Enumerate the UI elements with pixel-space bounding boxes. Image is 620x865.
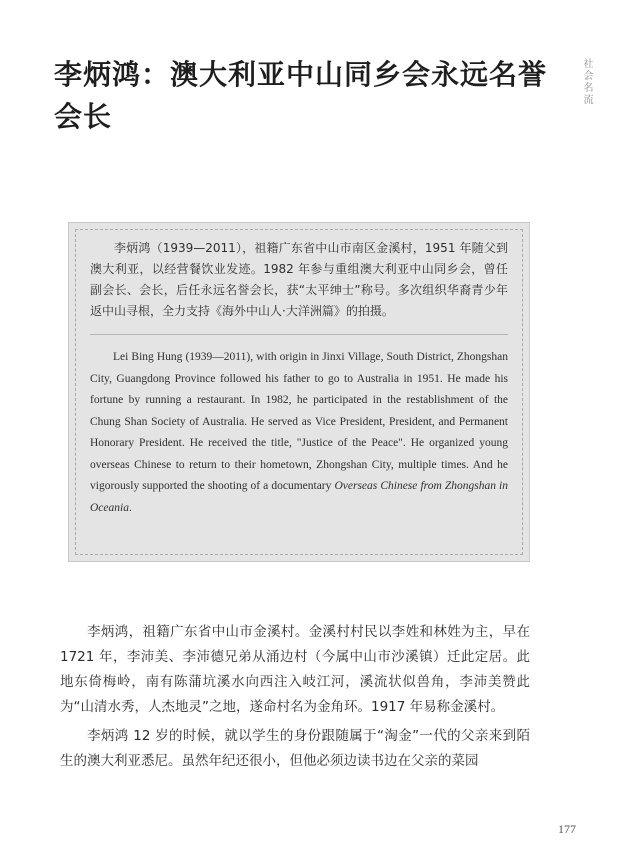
- bio-box: [68, 222, 530, 562]
- documentary-title: Overseas Chinese from Zhongshan in Oceania: [90, 480, 508, 514]
- bio-chinese: 李炳鸿（1939—2011），祖籍广东省中山市南区金溪村，1951 年随父到澳大利亚，以经营餐饮业发迹。1982 年参与重组澳大利亚中山同乡会，曾任副会长、会长，后任永远名誉会长，获“太平绅士”称号。多次组织华裔青少年返中山寻根，全力支持《海外中山人·大洋洲篇》的拍摄。: [90, 241, 508, 318]
- bio-box-inner: [75, 229, 523, 555]
- body-paragraph-1: 李炳鸿，祖籍广东省中山市金溪村。金溪村村民以李姓和林姓为主，早在 1721 年，李沛美、李沛德兄弟从涌边村（今属中山市沙溪镇）迁此定居。此地东倚梅岭，南有陈蒲坑溪水向西注入岐江河，溪流状似兽角，李沛美赞此为“山清水秀，人杰地灵”之地，遂命村名为金角环。1917 年易称金溪村。: [60, 624, 530, 715]
- bio-english-end: .: [128, 501, 132, 514]
- bio-english: [90, 347, 508, 519]
- section-label: 社会名流: [581, 58, 592, 106]
- article-body: [60, 620, 530, 774]
- page-number: 177: [558, 822, 576, 836]
- bio-english-text: Lei Bing Hung (1939—2011), with origin in Jinxi Village, South District, Zhongshan City, Guangdong Province followed his father to go to Australia in 1951. He made his fortune by running a restaurant. In 1982, he participated in the restablishment of the Chung Shan Society of Australia. He served as Vice President, President, and Permanent Honorary President. He received the title, "Justice of the Peace". He organized young overseas Chinese to return to their hometown, Zhongshan City, multiple times. And he vigorously supported the shooting of a documentary: [90, 351, 508, 492]
- article-title: 李炳鸿：澳大利亚中山同乡会永远名誉会长: [54, 58, 548, 133]
- bio-divider: [90, 334, 508, 335]
- body-paragraph-2: 李炳鸿 12 岁的时候，就以学生的身份跟随属于“淘金”一代的父亲来到陌生的澳大利亚悉尼。虽然年纪还很小，但他必须边读书边在父亲的菜园: [60, 728, 530, 769]
